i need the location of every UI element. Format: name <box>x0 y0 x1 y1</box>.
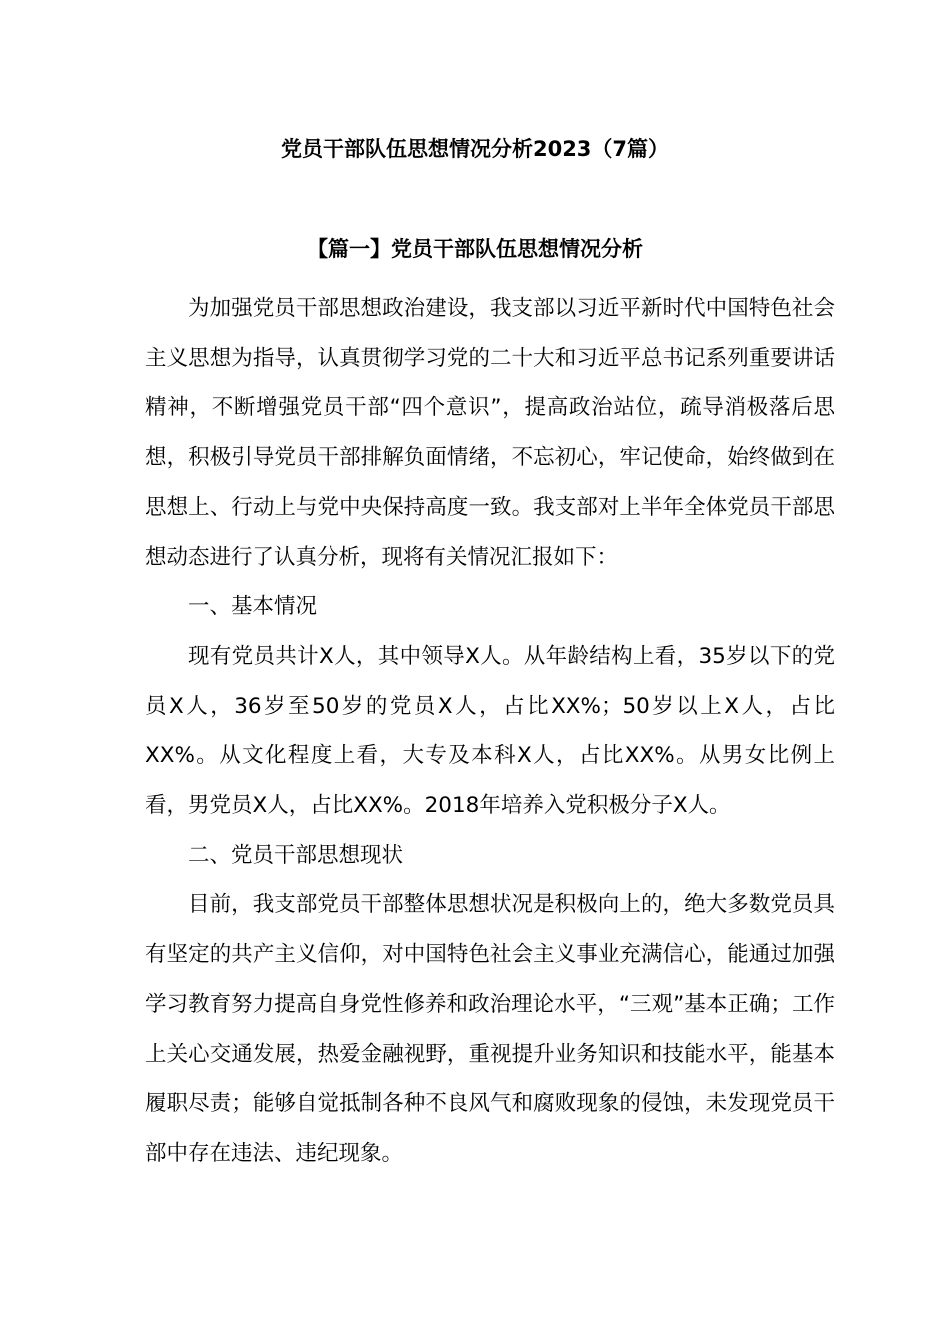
basic-situation-paragraph: 现有党员共计X人，其中领导X人。从年龄结构上看，35岁以下的党员X人，36岁至50岁的党员X人，占比XX%；50岁以上X人，占比XX%。从文化程度上看，大专及本科X人，占比XX%。从男女比例上看，男党员X人，占比XX%。2018年培养入党积极分子X人。 <box>145 643 835 819</box>
intro-paragraph: 为加强党员干部思想政治建设，我支部以习近平新时代中国特色社会主义思想为指导，认真贯彻学习党的二十大和习近平总书记系列重要讲话精神，不断增强党员干部“四个意识”，提高政治站位，疏导消极落后思想，积极引导党员干部排解负面情绪，不忘初心，牢记使命，始终做到在思想上、行动上与党中央保持高度一致。我支部对上半年全体党员干部思想动态进行了认真分析，现将有关情况汇报如下： <box>145 296 835 570</box>
heading-current-thinking: 二、党员干部思想现状 <box>188 842 404 868</box>
section-title: 【篇一】党员干部队伍思想情况分析 <box>307 237 643 261</box>
heading-basic-situation: 一、基本情况 <box>188 594 318 620</box>
current-thinking-paragraph: 目前，我支部党员干部整体思想状况是积极向上的，绝大多数党员具有坚定的共产主义信仰，对中国特色社会主义事业充满信心，能通过加强学习教育努力提高自身党性修养和政治理论水平，“三观”基本正确；工作上关心交通发展，热爱金融视野，重视提升业务知识和技能水平，能基本履职尽责；能够自觉抵制各种不良风气和腐败现象的侵蚀，未发现党员干部中存在违法、违纪现象。 <box>145 892 835 1166</box>
document-title: 党员干部队伍思想情况分析2023（7篇） <box>280 137 670 161</box>
document-body <box>145 284 835 1179</box>
